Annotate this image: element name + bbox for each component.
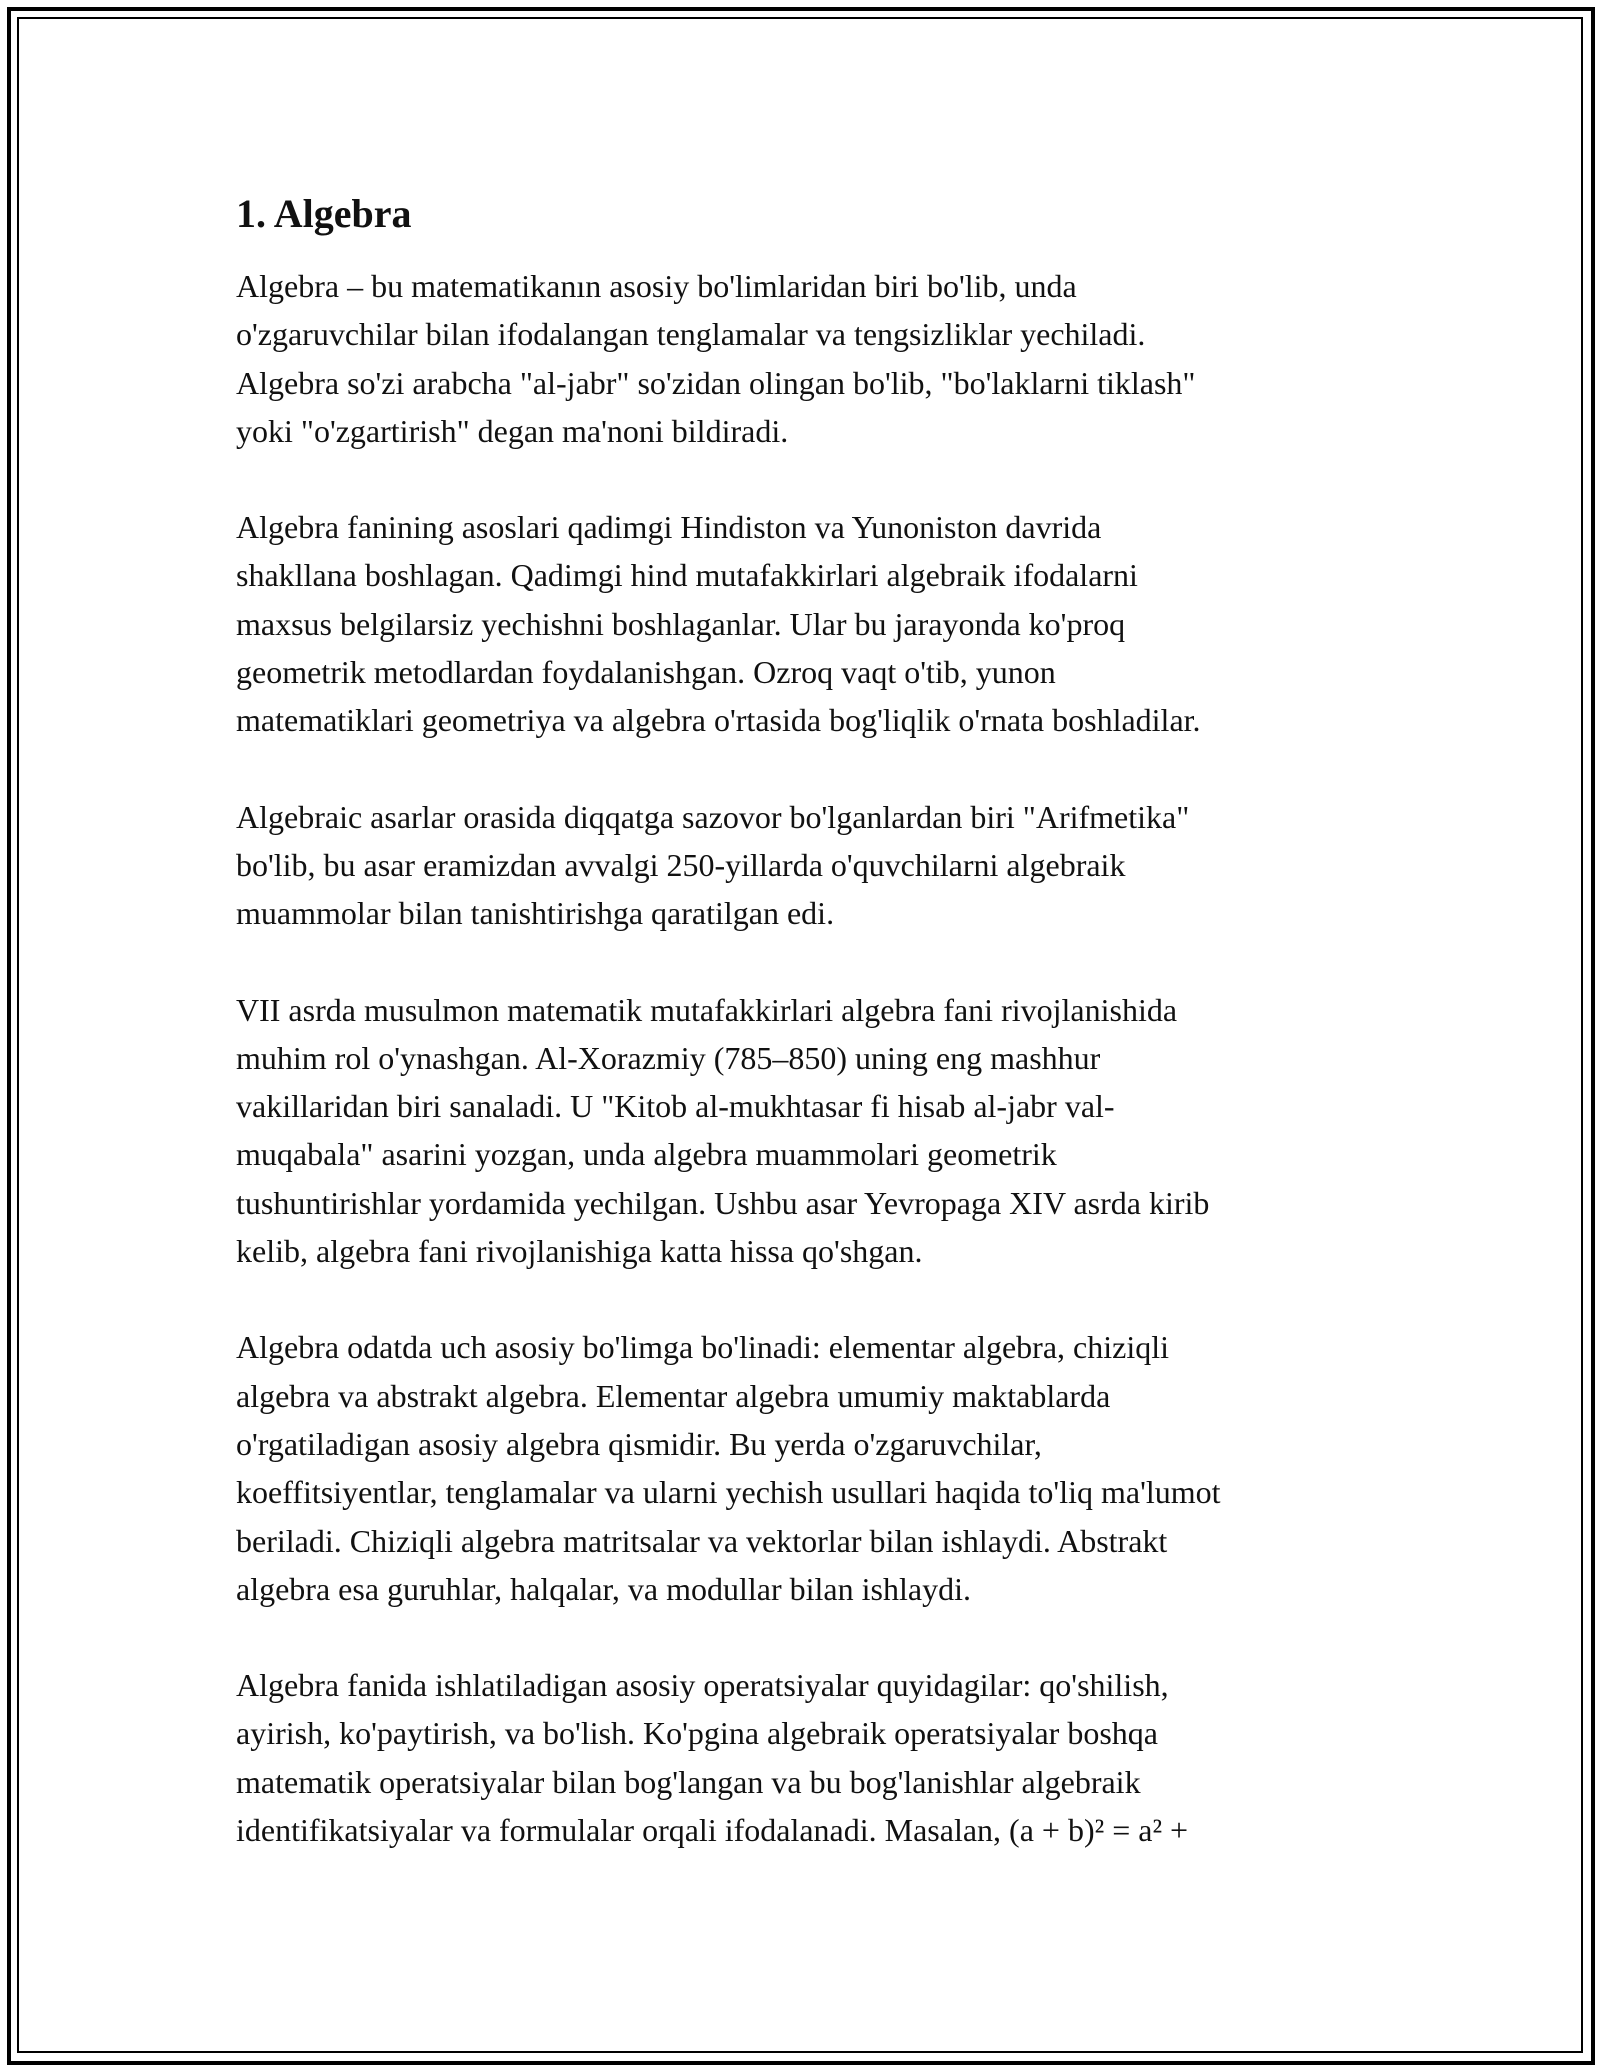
paragraph-al-xorazmiy: VII asrda musulmon matematik mutafakkirlari algebra fani rivojlanishida muhim rol o'ynashgan. Al-Xorazmiy (785–850) uning eng mashhur vakillaridan biri sanaladi. U "Kitob al-mukhtasar fi hisab al-jabr val- muqabala" asarini yozgan, unda algebra muammolari geometrik tushuntirishlar yordamida yechilgan. Ushbu asar Yevropaga XIV asrda kirib kelib, algebra fani rivojlanishiga katta hissa qo'shgan. <box>236 991 1210 1270</box>
paragraph-branches: Algebra odatda uch asosiy bo'limga bo'linadi: elementar algebra, chiziqli algebra va abstrakt algebra. Elementar algebra umumiy maktablarda o'rgatiladigan asosiy algebra qismidir. Bu yerda o'zgaruvchilar, koeffitsiyentlar, tenglamalar va ularni yechish usullari haqida to'liq ma'lumot beriladi. Chiziqli algebra matritsalar va vektorlar bilan ishlaydi. Abstrakt algebra esa guruhlar, halqalar, va modullar bilan ishlaydi. <box>236 1329 1221 1607</box>
paragraph-arifmetika: Algebraic asarlar orasida diqqatga sazovor bo'lganlardan biri "Arifmetika" bo'lib, bu asar eramizdan avvalgi 250-yillarda o'quvchilarni algebraik muammolar bilan tanishtirishga qaratilgan edi. <box>236 798 1190 932</box>
paragraph-definition: Algebra – bu matematikanın asosiy bo'limlaridan biri bo'lib, unda o'zgaruvchilar bilan ifodalangan tenglamalar va tengsizliklar yechiladi. Algebra so'zi arabcha "al-jabr" so'zidan olingan bo'lib, "bo'laklarni tiklash" yoki "o'zgartirish" degan ma'noni bildiradi. <box>236 268 1196 449</box>
paragraph-operations: Algebra fanida ishlatiladigan asosiy operatsiyalar quyidagilar: qo'shilish, ayirish, ko'paytirish, va bo'lish. Ko'pgina algebraik operatsiyalar boshqa matematik operatsiyalar bilan bog'langan va bu bog'lanishlar algebraik identifikatsiyalar va formulalar orqali ifodalanadi. Masalan, (a + b)² = a² + <box>236 1667 1189 1849</box>
section-heading: 1. Algebra <box>236 191 412 236</box>
document-body <box>236 186 1376 1902</box>
paragraph-origins: Algebra fanining asoslari qadimgi Hindiston va Yunoniston davrida shakllana boshlagan. Qadimgi hind mutafakkirlari algebraik ifodalarni maxsus belgilarsiz yechishni boshlaganlar. Ular bu jarayonda ko'proq geometrik metodlardan foydalanishgan. Ozroq vaqt o'tib, yunon matematiklari geometriya va algebra o'rtasida bog'liqlik o'rnata boshladilar. <box>236 509 1201 739</box>
